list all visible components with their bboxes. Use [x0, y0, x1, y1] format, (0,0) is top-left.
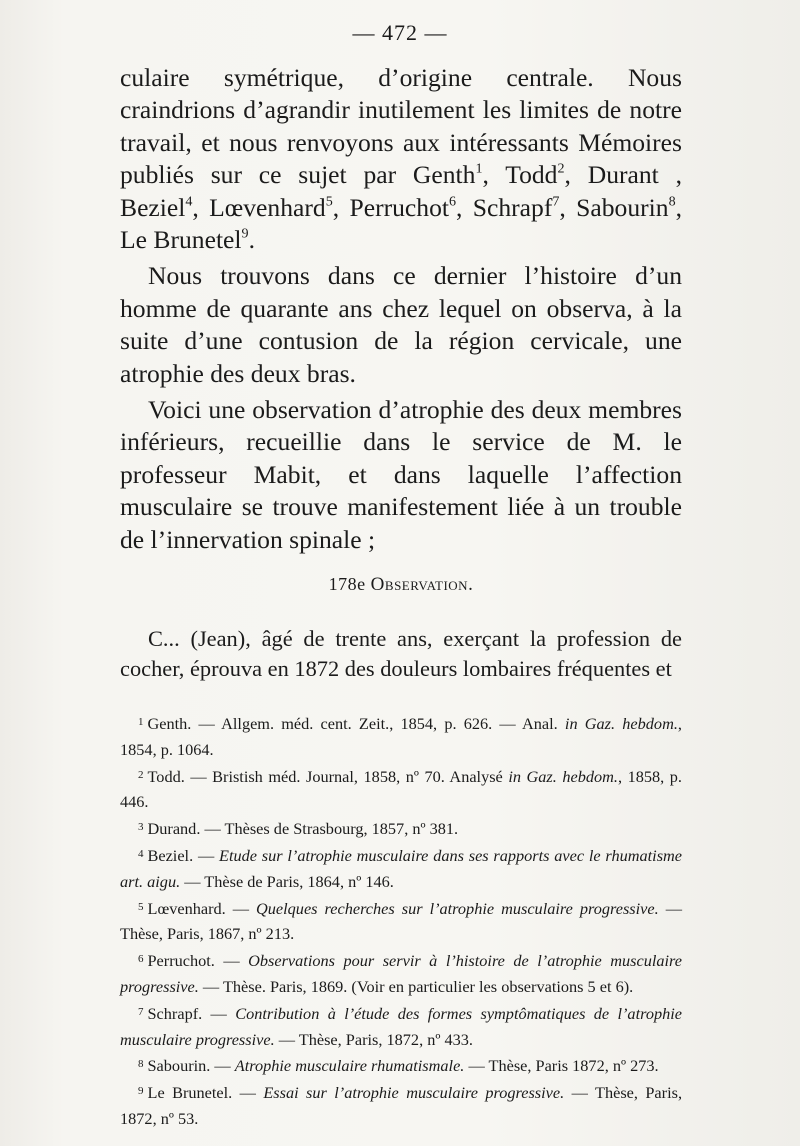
- footnote-italic: Contribution à l’étude des formes symptômatiques de l’atrophie musculaire progressive.: [120, 1003, 682, 1049]
- footnote-text: Todd. — Bristish méd. Journal, 1858, nº 70. Analysé: [147, 766, 509, 786]
- footnote-ref-5[interactable]: 5: [325, 193, 333, 210]
- footnote: [120, 895, 682, 948]
- footnote-ref-6[interactable]: 6: [448, 193, 457, 210]
- footnote-number: 8: [138, 1058, 144, 1071]
- footnote-italic: Essai sur l’atrophie musculaire progressive.: [263, 1083, 565, 1103]
- footnote: [120, 842, 682, 895]
- p1-text-e: , Perruchot: [332, 192, 449, 222]
- footnotes: [120, 710, 682, 1132]
- p1-text-f: , Schrapf: [456, 192, 553, 222]
- paragraph-1: [120, 62, 682, 256]
- footnote-text: Durand. — Thèses de Strasbourg, 1857, nº 381.: [147, 819, 459, 839]
- p1-text-h: , Le Brunetel: [120, 192, 683, 255]
- paragraph-2: Nous trouvons dans ce dernier l’histoire d’un homme de quarante ans chez lequel on observa, à la suite d’une contusion de la région cervicale, une atrophie des deux bras.: [120, 261, 682, 388]
- footnote-tail: , 1854, p. 1064.: [120, 714, 682, 759]
- footnote: [120, 1000, 682, 1053]
- footnote-number: 7: [138, 1005, 144, 1018]
- footnote-italic: in Gaz. hebdom.: [564, 714, 678, 733]
- p1-text-d: , Lœvenhard: [192, 192, 326, 222]
- footnote-text: Schrapf. —: [147, 1003, 236, 1023]
- observation-number: 178e: [328, 574, 366, 594]
- footnote: [120, 763, 682, 816]
- footnote-ref-1[interactable]: 1: [475, 160, 483, 177]
- observation-paragraph: C... (Jean), âgé de trente ans, exerçant la profession de cocher, éprouva en 1872 des douleurs lombaires fréquentes et: [120, 626, 682, 681]
- footnote-ref-8[interactable]: 8: [668, 193, 676, 210]
- p1-text-i: .: [248, 225, 255, 255]
- footnote-number: 6: [138, 953, 144, 966]
- footnote: [120, 1079, 682, 1132]
- p1-text-g: , Sabourin: [559, 192, 669, 222]
- observation-text: [120, 624, 682, 684]
- footnote-tail: , 1858, p. 446.: [120, 766, 682, 812]
- footnote-number: 1: [138, 716, 144, 728]
- footnote-ref-4[interactable]: 4: [185, 193, 193, 210]
- page-number: — 472 —: [352, 20, 448, 45]
- p1-text-a: culaire symétrique, d’origine centrale. Nous craindrions d’agrandir inutilement les limites de notre travail, et nous renvoyons aux intéressants Mémoires publiés sur ce sujet par Genth: [120, 63, 682, 190]
- footnote-italic: Quelques recherches sur l’atrophie musculaire progressive.: [256, 898, 659, 918]
- footnote-number: 4: [138, 847, 144, 860]
- footnote: [120, 947, 682, 1000]
- footnote-italic: in Gaz. hebdom.: [508, 766, 618, 786]
- observation-title: Observation.: [370, 574, 474, 595]
- main-text: [120, 62, 682, 556]
- paragraph-3: Voici une observation d’atrophie des deux membres inférieurs, recueillie dans le service de M. le professeur Mabit, et dans laquelle l’affection musculaire se trouve manifestement liée à un trouble de l’innervation spinale ;: [120, 395, 682, 554]
- p1-text-b: , Todd: [482, 160, 558, 190]
- footnote-text: Sabourin. —: [147, 1056, 235, 1076]
- footnote-italic: Etude sur l’atrophie musculaire dans ses rapports avec le rhumatisme art. aigu.: [120, 845, 683, 891]
- footnote-ref-9[interactable]: 9: [241, 225, 249, 242]
- footnote-text: Beziel. —: [147, 845, 220, 865]
- footnote-text: Le Brunetel. —: [147, 1083, 264, 1103]
- footnote: [120, 710, 682, 763]
- footnote-text: Genth. — Allgem. méd. cent. Zeit., 1854, p. 626. — Anal.: [147, 714, 565, 733]
- footnote-tail: — Thèse. Paris, 1869. (Voir en particulier les observations 5 et 6).: [198, 976, 634, 996]
- footnote: [120, 815, 682, 842]
- p1-text-c: , Durant , Beziel: [120, 160, 682, 222]
- footnote-ref-2[interactable]: 2: [557, 160, 565, 177]
- footnote-number: 5: [138, 900, 144, 913]
- footnote-number: 2: [138, 768, 144, 781]
- footnote-text: Perruchot. —: [147, 951, 249, 971]
- footnote-number: 9: [138, 1085, 144, 1098]
- footnote-italic: Atrophie musculaire rhumatismale.: [234, 1056, 465, 1076]
- observation-heading: [120, 574, 682, 596]
- footnote-ref-7[interactable]: 7: [552, 193, 560, 210]
- footnote-text: Lœvenhard. —: [147, 898, 257, 918]
- footnote-tail: — Thèse de Paris, 1864, nº 146.: [180, 871, 394, 891]
- footnote-italic: Observations pour servir à l’histoire de l’atrophie musculaire progressive.: [120, 951, 683, 996]
- footnote: [120, 1052, 682, 1079]
- footnote-number: 3: [138, 821, 144, 834]
- footnote-tail: — Thèse, Paris, 1872, nº 433.: [274, 1029, 473, 1049]
- footnote-tail: — Thèse, Paris, 1872, nº 53.: [120, 1083, 683, 1128]
- footnote-tail: — Thèse, Paris, 1867, nº 213.: [120, 898, 682, 944]
- footnote-tail: — Thèse, Paris 1872, nº 273.: [464, 1056, 659, 1076]
